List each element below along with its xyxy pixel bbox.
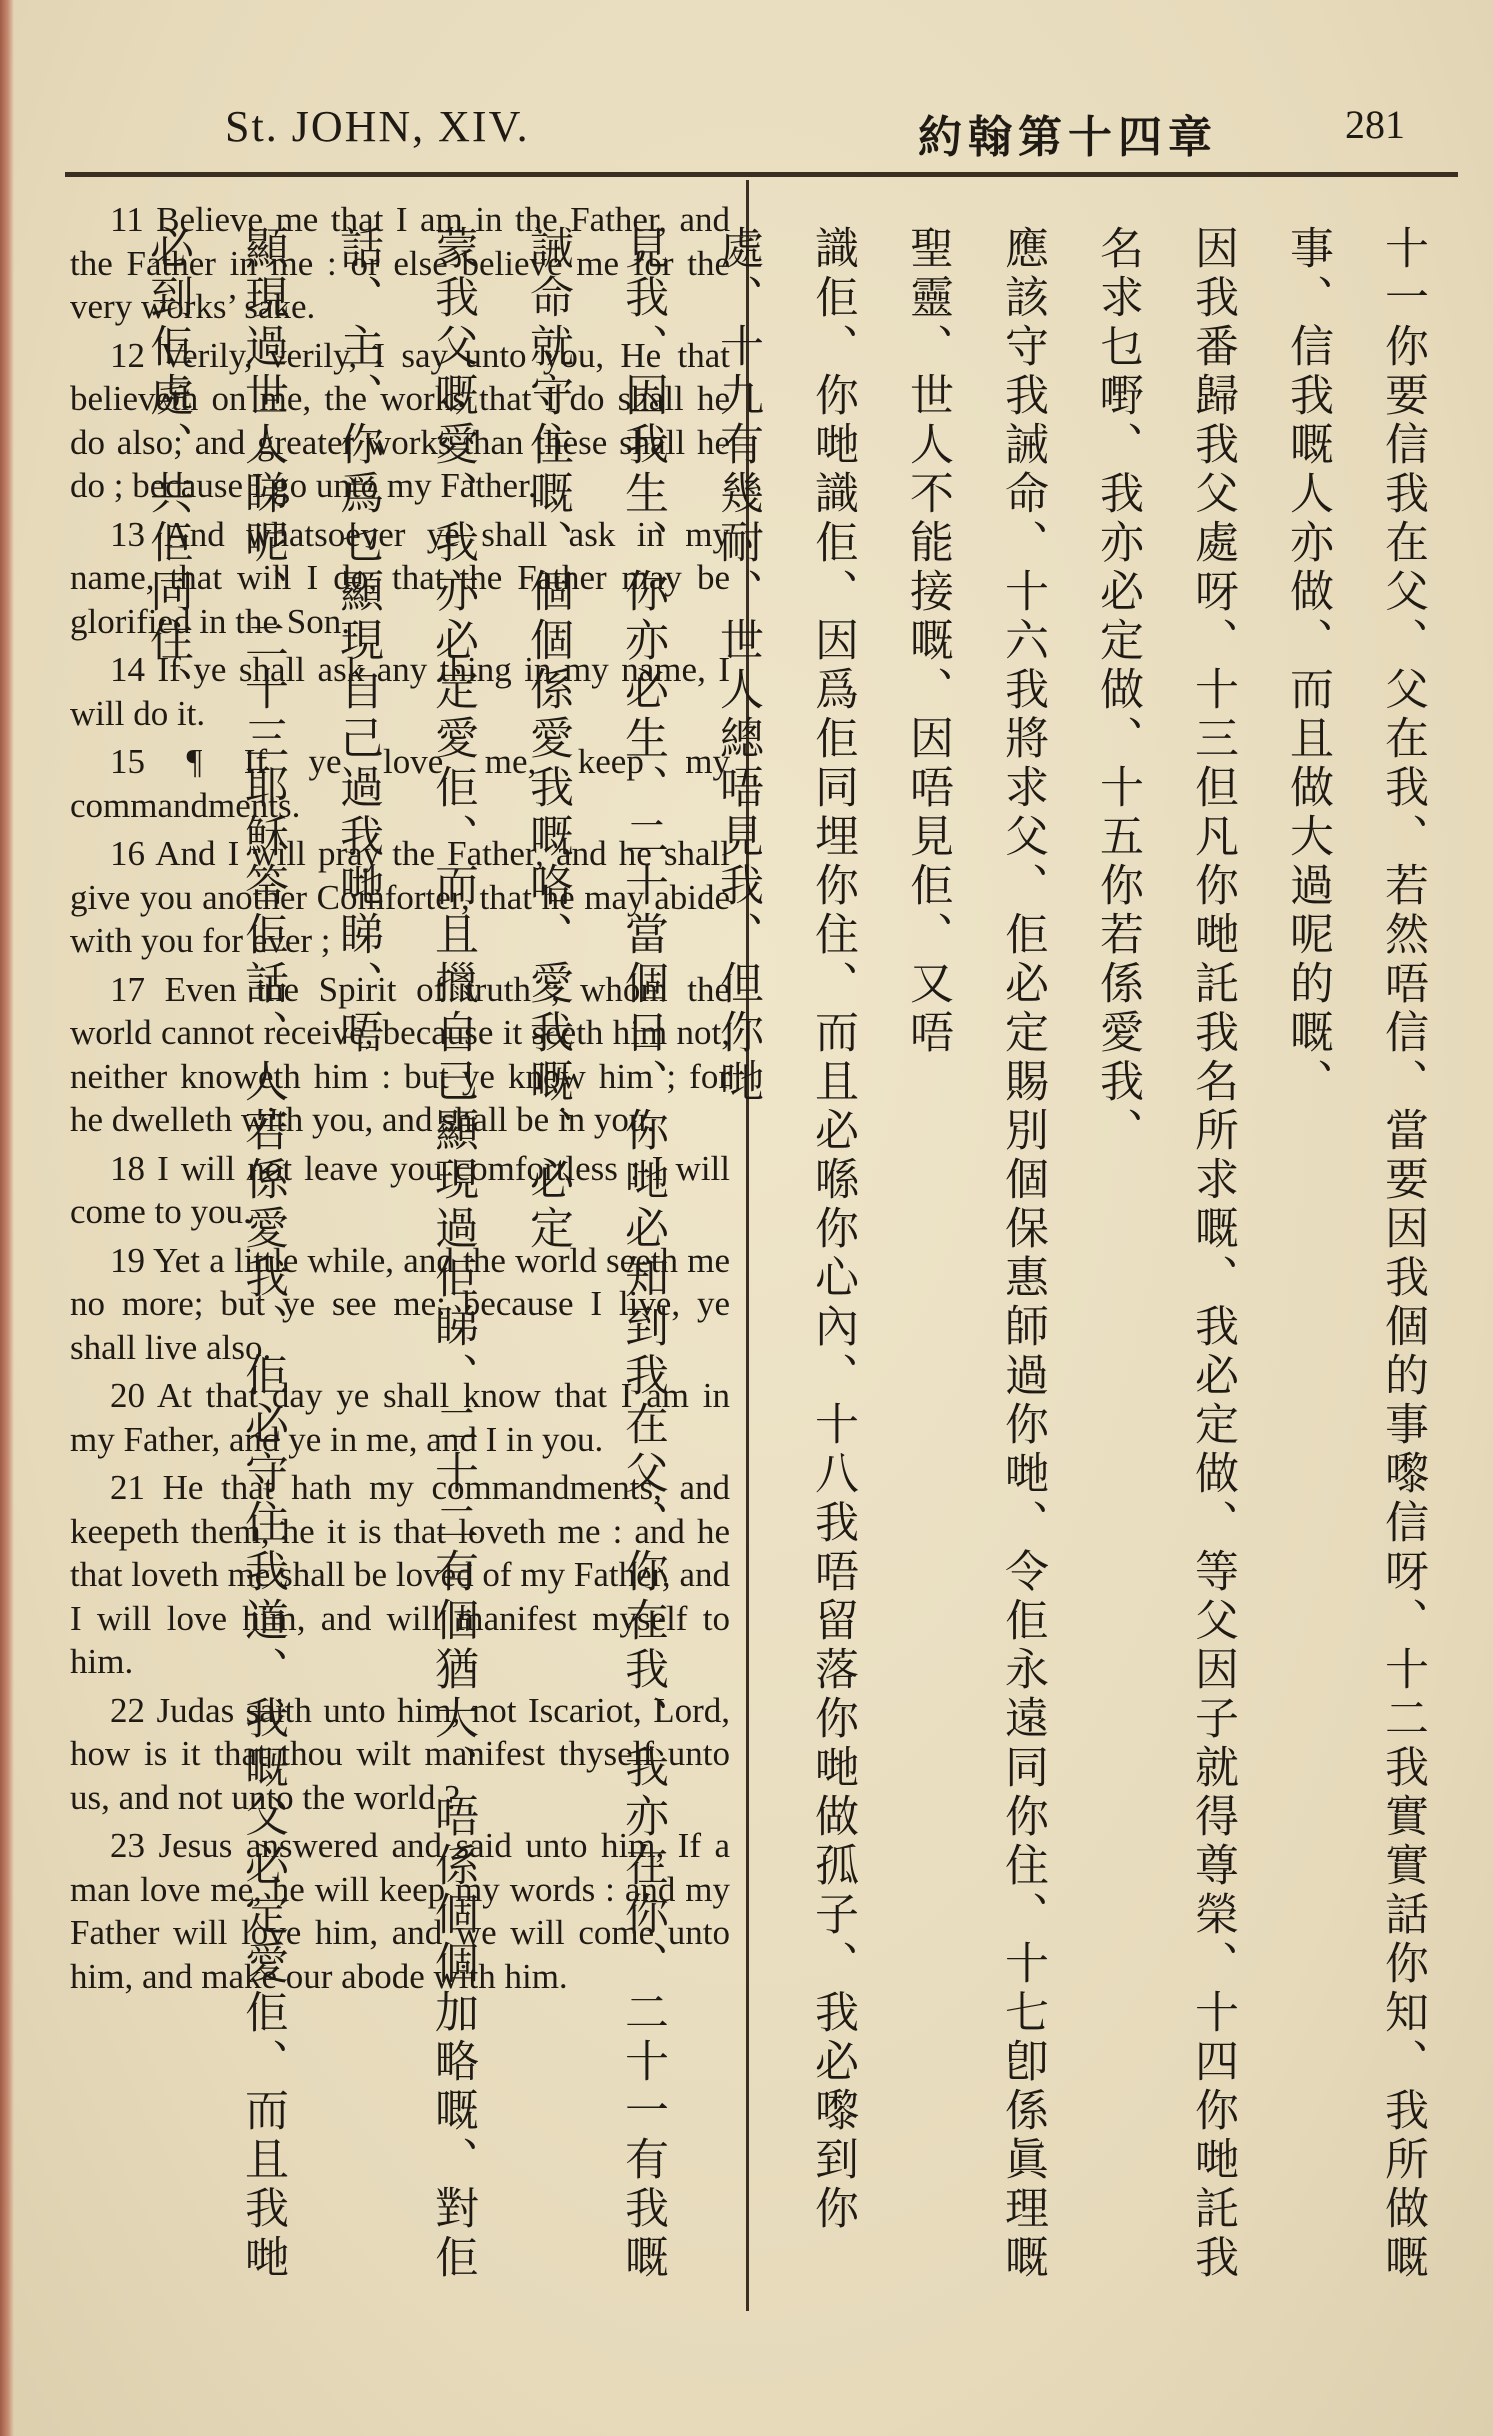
english-verse: 11 Believe me that I am in the Father, and the Father in me : or else believe me for the very works’ sake. <box>70 200 730 326</box>
chinese-text-line: 應該守我誡命、十六我將求父、佢必定賜別個保惠師過你哋、令佢永遠同你住、十七卽係眞理嘅聖靈、世人不能接嘅、因唔見佢、又唔 <box>902 225 1048 2283</box>
header-rule <box>65 172 1458 177</box>
english-verse: 14 If ye shall ask any thing in my name, I will do it. <box>70 650 730 733</box>
english-verse: 18 I will not leave you comfortless : I will come to you. <box>70 1148 730 1231</box>
english-verse: 13 And whatsoever ye shall ask in my name, that will I do, that the Father may be glorified in the Son. <box>70 514 730 641</box>
english-verse: 21 He that hath my commandments, and keepeth them, he it is that loveth me : and he that loveth me shall be loved of my Father, and I will love him, and will manifest myself to him. <box>70 1468 730 1681</box>
chinese-text-line: 見我、因我生、你亦必生、二十當個日、你哋必知到我在父、你在我、我亦在你、二十一有我嘅誡命就守住嘅、個個係愛我嘅咯、愛我嘅、必定 <box>522 225 668 2283</box>
chinese-text-line: 識佢、你哋識佢、因爲佢同埋你住、而且必喺你心內、十八我唔留落你哋做孤子、我必嚟到你處、十九有幾耐、世人總唔見我、但你哋 <box>712 225 858 2234</box>
english-verse: 19 Yet a little while, and the world seeth me no more; but ye see me: because I live, ye shall live also. <box>70 1240 730 1367</box>
english-verse: 12 Verily, verily, I say unto you, He that believeth on me, the works that I do shall he do also; and greater works than these shall he do ; because I go unto my Father. <box>70 335 730 505</box>
page-header <box>70 95 1453 175</box>
english-verse: 23 Jesus answered and said unto him, If a man love me, he will keep my words : and my Father will love him, and we will come unto him, and make our abode with him. <box>70 1826 730 1996</box>
english-verse: 20 At that day ye shall know that I am in my Father, and ye in me, and I in you. <box>70 1376 730 1459</box>
chinese-text-line: 因我番歸我父處呀、十三但凡你哋託我名所求嘅、我必定做、等父因子就得尊榮、十四你哋託我名求乜嘢、我亦必定做、十五你若係愛我、 <box>1092 225 1238 2283</box>
chinese-text-line: 蒙我父嘅愛、我亦必定愛佢、而且擸自己顯現過佢睇、二十二有個猶大、唔係個個加略嘅、對佢話、主、你爲乜顯現自己過我哋睇、唔 <box>332 225 478 2283</box>
chinese-running-title: 約翰第十四章 <box>918 112 1218 163</box>
chinese-text-line: 十一你要信我在父、父在我、若然唔信、當要因我個的事嚟信呀、十二我實實話你知、我所做嘅事、信我嘅人亦做、而且做大過呢的嘅、 <box>1282 225 1428 2283</box>
english-running-title: St. JOHN, XIV. <box>225 102 530 151</box>
english-verse: 15 ¶ If ye love me, keep my commandments. <box>70 742 730 825</box>
english-verse: 22 Judas saith unto him, not Iscariot, Lord, how is it that thou wilt manifest thyself unto us, and not unto the world ? <box>70 1690 730 1817</box>
chinese-text-line: 顯現過世人睇呢、二十三耶穌答佢話、人若係愛我、佢必守住我道、我嘅父必定愛佢、而且我哋必到佢處、共佢同住、 <box>142 225 288 2283</box>
english-verse: 16 And I will pray the Father, and he shall give you another Comforter, that he may abide with you for ever ; <box>70 834 730 960</box>
english-verse: 17 Even the Spirit of truth ; whom the world cannot receive, because it seeth him not, neither knoweth him : but ye know him ; for he dwelleth with you, and shall be in you. <box>70 969 730 1139</box>
page-number: 281 <box>1345 102 1405 147</box>
